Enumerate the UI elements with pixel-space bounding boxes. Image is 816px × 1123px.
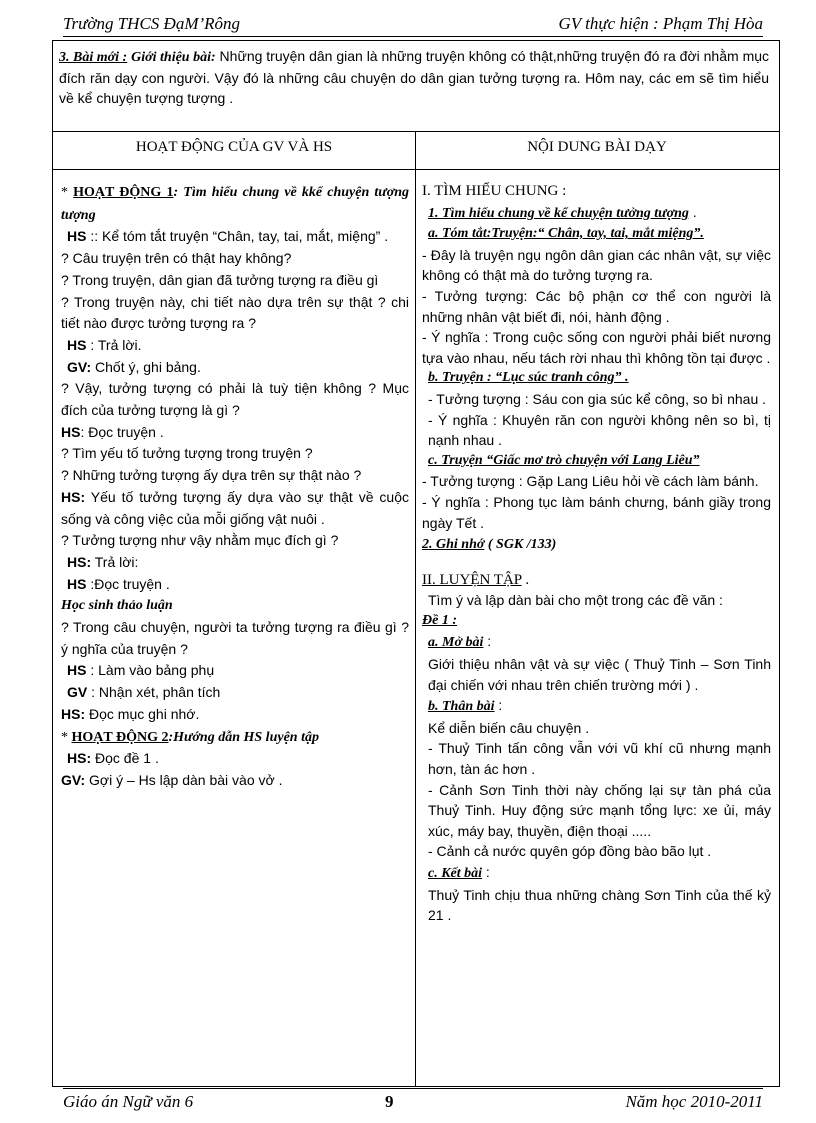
body-part-1: Kể diễn biến câu chuyện . xyxy=(428,719,590,736)
left-line-9: ? Tìm yếu tố tưởng tượng trong truyện ? xyxy=(61,445,313,462)
school-name: Trường THCS ĐạM’Rông xyxy=(63,14,241,33)
story-b-2: - Ý nghĩa : Khuyên răn con người không nên so bì, tị nạnh nhau . xyxy=(428,411,771,449)
left-line-13: HS: Trả lời: xyxy=(67,553,139,570)
page-footer xyxy=(63,1088,763,1113)
story-c-label: c. Truyện “Giấc mơ trò chuyện với Lang Liêu” xyxy=(428,452,700,468)
section-2-heading: II. LUYỆN TẬP . xyxy=(422,571,530,588)
summary-a-1: - Đây là truyện ngụ ngôn dân gian các nhân vật, sự việc không có thật mà do tưởng tượng ra. xyxy=(422,246,771,284)
section-1-heading: I. TÌM HIỂU CHUNG : xyxy=(422,183,567,199)
content-frame xyxy=(52,40,780,1087)
activities-column xyxy=(61,181,409,792)
teacher-name: GV thực hiện : Phạm Thị Hòa xyxy=(558,14,763,33)
table-head-right: NỘI DUNG BÀI DẠY xyxy=(527,139,667,155)
section-1-1: 1. Tìm hiểu chung về kể chuyện tưởng tượng . xyxy=(428,203,697,221)
activity-2-heading: * HOẠT ĐỘNG 2:Hướng dẫn HS luyện tập xyxy=(61,729,319,745)
left-line-1: HS :: Kể tóm tắt truyện “Chân, tay, tai, mắt, miệng” . xyxy=(67,228,389,245)
intro-paragraph xyxy=(59,46,769,108)
left-line-14: HS :Đọc truyện . xyxy=(67,575,170,592)
left-line-11: HS: Yếu tố tưởng tượng ấy dựa vào sự thật về cuộc sống và công việc của mỗi giống vật nuôi . xyxy=(61,488,409,527)
intro-lead: 3. Bài mới : xyxy=(59,50,128,65)
activity-1-heading: * HOẠT ĐỘNG 1: Tìm hiểu chung về kkể chuyện tượng tượng xyxy=(61,185,409,223)
left-line-12: ? Tưởng tượng như vậy nhằm mục đích gì ? xyxy=(61,532,339,549)
left-line-4: ? Trong truyện này, chi tiết nào dựa trên sự thật ? chi tiết nào được tưởng tượng ra ? xyxy=(61,293,409,332)
table-head-left: HOẠT ĐỘNG CỦA GV VÀ HS xyxy=(135,139,333,155)
body-part-label: b. Thân bài : xyxy=(428,697,503,715)
left-line-2: ? Câu truyện trên có thật hay không? xyxy=(61,250,292,267)
left-line-21: GV: Gợi ý – Hs lập dàn bài vào vở . xyxy=(61,771,283,788)
left-line-10: ? Những tưởng tượng ấy dựa trên sự thật nào ? xyxy=(61,467,362,484)
conclusion-text: Thuỷ Tinh chịu thua những chàng Sơn Tinh của thế kỷ 21 . xyxy=(428,886,771,924)
intro-part-text: Giới thiệu nhân vật và sự việc ( Thuỷ Tinh – Sơn Tinh đại chiến với nhau trên chiến trường mới ) . xyxy=(428,656,771,693)
left-line-5: HS : Trả lời. xyxy=(67,336,142,353)
summary-a-3: - Ý nghĩa : Trong cuộc sống con người phải biết nương tựa vào nhau, nếu tách rời nhau thì không tồn tại được . xyxy=(422,329,771,366)
story-c-1: - Tưởng tượng : Gặp Lang Liêu hỏi về cách làm bánh. xyxy=(422,473,759,490)
intro-part-label: a. Mở bài : xyxy=(428,633,492,651)
intro-text: Những truyện dân gian là những truyện không có thật,những truyện đó ra đời nhằm mục đích răn dạy con người. Vậy đó là những câu chuyện do dân gian tưởng tượng ra. Hôm nay, các em sẽ tìm hiểu về kể chuyện tượng tượng . xyxy=(59,48,770,106)
summary-a-2: - Tưởng tượng: Các bộ phận cơ thể con người là những nhân vật biết đi, nói, hành động . xyxy=(422,287,771,325)
exercise-1-label: Đề 1 : xyxy=(422,612,457,628)
summary-a-label: a. Tóm tắt:Truyện:“ Chân, tay, tai, mắt miệng”. xyxy=(428,226,704,242)
body-part-2: - Thuỷ Tinh tấn công vẫn với vũ khí cũ nhưng mạnh hơn, tàn ác hơn . xyxy=(428,740,771,778)
intro-lead-2: Giới thiệu bài: xyxy=(131,50,216,65)
lesson-table xyxy=(53,131,779,1086)
left-line-19: HS: Đọc mục ghi nhớ. xyxy=(61,705,200,722)
left-line-17: HS : Làm vào bảng phụ xyxy=(67,662,215,679)
story-b-label: b. Truyện : “Lục súc tranh công” . xyxy=(428,370,629,386)
story-c-2: - Ý nghĩa : Phong tục làm bánh chưng, bánh giầy trong ngày Tết . xyxy=(422,493,771,531)
page-number: 9 xyxy=(385,1092,394,1111)
content-column xyxy=(422,181,771,926)
story-b-1: - Tưởng tượng : Sáu con gia súc kể công, so bì nhau . xyxy=(428,390,767,407)
footer-school-year: Năm học 2010-2011 xyxy=(625,1092,763,1111)
left-line-20: HS: Đọc đề 1 . xyxy=(67,750,159,767)
conclusion-label: c. Kết bài : xyxy=(428,864,490,881)
footer-lesson-plan: Giáo án Ngữ văn 6 xyxy=(63,1092,194,1111)
exercise-intro: Tìm ý và lập dàn bài cho một trong các đề văn : xyxy=(428,592,723,609)
left-line-7: ? Vậy, tưởng tượng có phải là tuỳ tiện không ? Mục đích của tưởng tượng là gì ? xyxy=(61,380,409,419)
left-line-8: HS: Đọc truyện . xyxy=(61,423,164,440)
left-line-3: ? Trong truyện, dân gian đã tưởng tượng ra điều gì xyxy=(61,271,379,288)
body-part-4: - Cảnh cả nước quyên góp đồng bào bão lụt . xyxy=(428,843,712,860)
left-line-6: GV: Chốt ý, ghi bảng. xyxy=(67,358,201,375)
left-line-15: Học sinh thảo luận xyxy=(61,598,173,614)
left-line-16: ? Trong câu chuyện, người ta tưởng tượng ra điều gì ? ý nghĩa của truyện ? xyxy=(61,619,409,657)
body-part-3: - Cảnh Sơn Tinh thời này chống lại sự tàn phá của Thuỷ Tinh. Huy động sức mạnh tổng lực: xe ủi, máy xúc, máy bay, thuyền, điện thoại ..... xyxy=(428,781,771,839)
page-header xyxy=(63,14,763,37)
left-line-18: GV : Nhận xét, phân tích xyxy=(67,684,221,701)
section-1-2: 2. Ghi nhớ ( SGK /133) xyxy=(422,537,557,553)
